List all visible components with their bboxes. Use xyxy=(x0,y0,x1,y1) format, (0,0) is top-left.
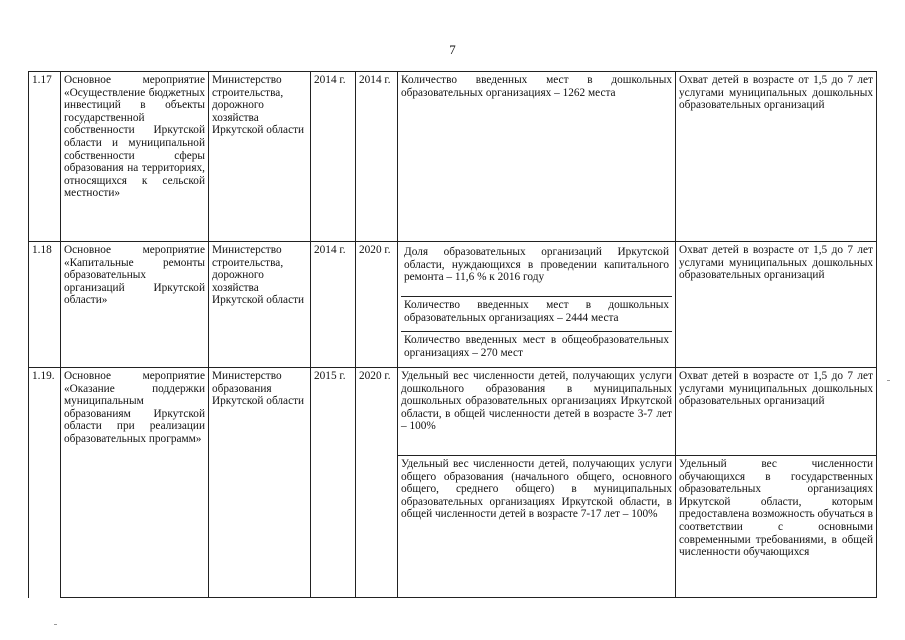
row-number: 1.19. xyxy=(29,368,61,598)
scan-speck xyxy=(887,380,890,381)
end-year-cell: 2020 г. xyxy=(356,242,398,368)
executor-cell: Министерство строительства, дорожного хозяйства Иркутской области xyxy=(209,72,311,242)
indicator-group xyxy=(398,242,676,368)
measure-cell: Основное мероприятие «Осуществление бюджетных инвестиций в объекты государственной собственности Иркутской области и муниципальной собственности сферы образования на территориях, относящихся к сельской местности» xyxy=(61,72,209,242)
indicator-cell: Удельный вес численности детей, получающих услуги общего образования (начального общего, основного общего, среднего общего) в муниципальных образовательных организациях Иркутской области, в общей численности детей в возрасте 7-17 лет – 100% xyxy=(398,456,676,598)
end-year-cell: 2014 г. xyxy=(356,72,398,242)
result-cell: Охват детей в возрасте от 1,5 до 7 лет услугами муниципальных дошкольных образовательных организаций xyxy=(676,242,877,368)
result-cell: Охват детей в возрасте от 1,5 до 7 лет услугами муниципальных дошкольных образовательных организаций xyxy=(676,368,877,456)
table-row xyxy=(29,368,877,456)
page-number: 7 xyxy=(449,42,456,57)
result-cell: Охват детей в возрасте от 1,5 до 7 лет услугами муниципальных дошкольных образовательных организаций xyxy=(676,72,877,242)
executor-cell: Министерство строительства, дорожного хозяйства Иркутской области xyxy=(209,242,311,368)
measures-table xyxy=(28,71,877,598)
indicator-cell: Количество введенных мест в дошкольных образовательных организациях – 1262 места xyxy=(398,72,676,242)
table-row xyxy=(29,242,877,368)
row-number: 1.18 xyxy=(29,242,61,368)
indicator-item: Доля образовательных организаций Иркутской области, нуждающихся в проведении капитального ремонта – 11,6 % к 2016 году xyxy=(404,246,669,284)
executor-cell: Министерство образования Иркутской области xyxy=(209,368,311,598)
indicator-cell: Удельный вес численности детей, получающих услуги дошкольного образования в муниципальных дошкольных образовательных организациях Иркутской области, в общей численности детей в возрасте 3-7 лет – 100% xyxy=(398,368,676,456)
table-row xyxy=(29,72,877,242)
start-year-cell: 2015 г. xyxy=(311,368,356,598)
measure-cell: Основное мероприятие «Оказание поддержки муниципальным образованиям Иркутской области при реализации образовательных программ» xyxy=(61,368,209,598)
row-number: 1.17 xyxy=(29,72,61,242)
scan-speck xyxy=(54,624,57,625)
end-year-cell: 2020 г. xyxy=(356,368,398,598)
start-year-cell: 2014 г. xyxy=(311,242,356,368)
indicator-item: Количество введенных мест в дошкольных образовательных организациях – 2444 места xyxy=(401,296,672,331)
start-year-cell: 2014 г. xyxy=(311,72,356,242)
measure-cell: Основное мероприятие «Капитальные ремонты образовательных организаций Иркутской области» xyxy=(61,242,209,368)
indicator-item: Количество введенных мест в общеобразовательных организациях – 270 мест xyxy=(401,331,672,361)
result-cell: Удельный вес численности обучающихся в государственных образовательных организациях Иркутской области, которым предоставлена возможность обучаться в соответствии с основными современными требованиями, в общей численности обучающихся xyxy=(676,456,877,598)
